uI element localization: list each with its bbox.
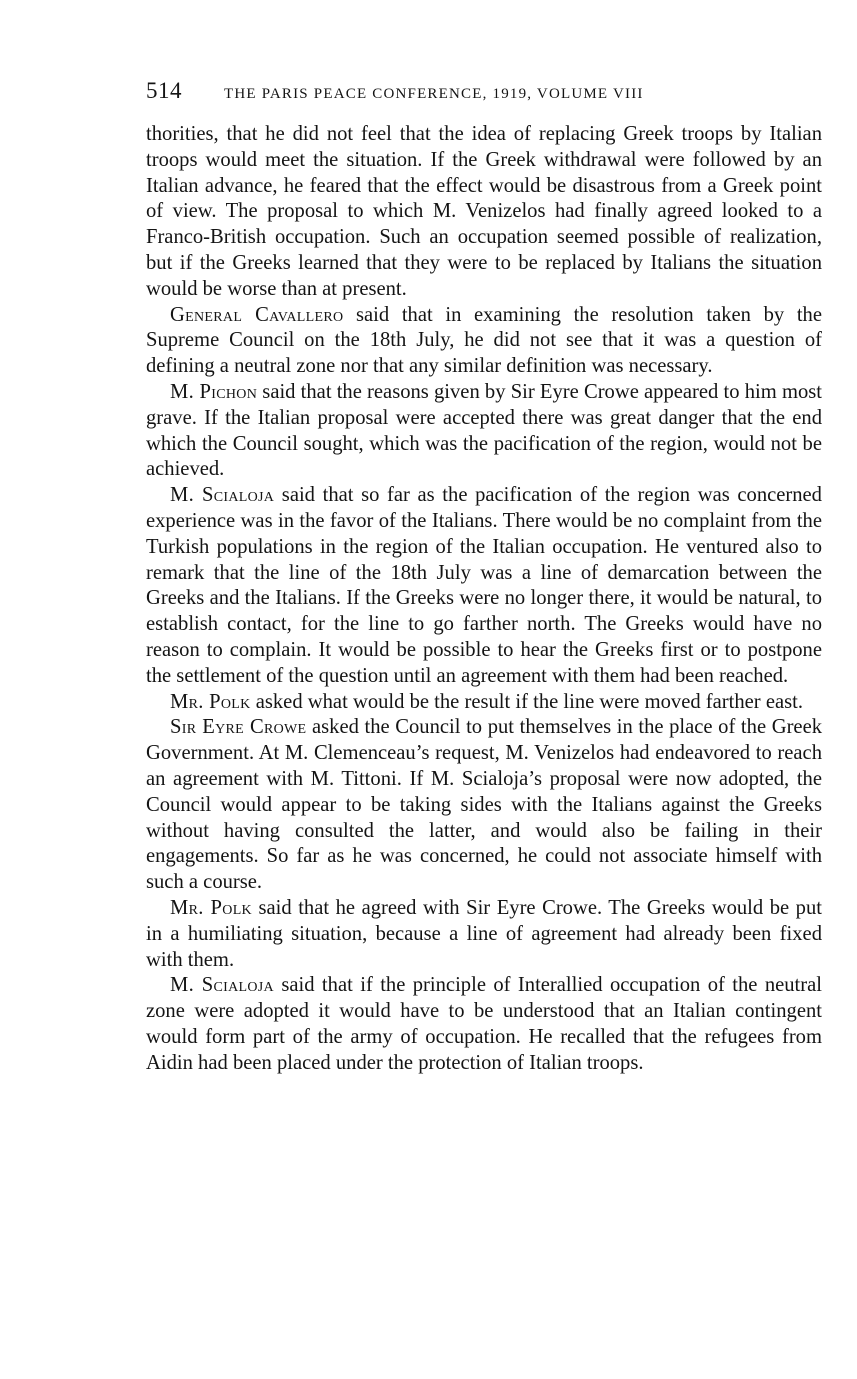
paragraph-pichon bbox=[146, 380, 822, 483]
speaker-name: General Cavallero bbox=[170, 303, 344, 326]
paragraph-scialoja-1 bbox=[146, 483, 822, 689]
speaker-name: Mr. Polk bbox=[170, 896, 252, 919]
paragraph-continuation bbox=[146, 122, 822, 303]
paragraph-cavallero bbox=[146, 303, 822, 380]
paragraph-crowe bbox=[146, 715, 822, 896]
paragraph-scialoja-2 bbox=[146, 973, 822, 1076]
running-title: THE PARIS PEACE CONFERENCE, 1919, VOLUME VIII bbox=[224, 86, 644, 102]
running-header bbox=[146, 78, 822, 108]
page-number: 514 bbox=[146, 78, 182, 103]
paragraph-text: said that the reasons given by Sir Eyre Crowe appeared to him most grave. If the Italian proposal were accepted there was great danger that the end which the Council sought, which was the pacification of the region, would not be achieved. bbox=[146, 380, 822, 481]
speaker-name: M. Pichon bbox=[170, 380, 258, 403]
paragraph-text: said that so far as the pacification of the region was concerned experience was in the favor of the Italians. There would be no complaint from the Turkish populations in the region of the Italian occupation. He ventured also to remark that the line of the 18th July was a line of demarcation between the Greeks and the Italians. If the Greeks were no longer there, it would be natural, to establish contact, for the line to go farther north. The Greeks would have no reason to complain. It would be possible to hear the Greeks first or to postpone the settlement of the question until an agreement with them had been reached. bbox=[146, 484, 822, 687]
document-body bbox=[146, 122, 822, 1076]
document-page bbox=[146, 78, 822, 1076]
speaker-name: M. Scialoja bbox=[170, 484, 275, 507]
paragraph-text: said that he agreed with Sir Eyre Crowe. The Greeks would be put in a humiliating situation, because a line of agreement had already been fixed with them. bbox=[146, 896, 823, 971]
paragraph-text: said that if the principle of Interallied occupation of the neutral zone were adopted it would have to be understood that an Italian contingent would form part of the army of occupation. He recalled that the refugees from Aidin had been placed under the protection of Italian troops. bbox=[146, 974, 822, 1074]
paragraph-text: asked the Council to put themselves in the place of the Greek Government. At M. Clemenceau’s request, M. Venizelos had endeavored to reach an agreement with M. Tittoni. If M. Scialoja’s proposal were now adopted, the Council would appear to be taking sides with the Italians against the Greeks without having consulted the latter, and would also be failing in their engagements. So far as he was concerned, he could not associate himself with such a course. bbox=[146, 716, 823, 894]
speaker-name: M. Scialoja bbox=[170, 974, 274, 997]
paragraph-text: thorities, that he did not feel that the idea of replacing Greek troops by Italian troops would meet the situation. If the Greek withdrawal were followed by an Italian advance, he feared that the effect would be disastrous from a Greek point of view. The proposal to which M. Venizelos had finally agreed looked to a Franco-British occupation. Such an occupation seemed possible of realization, but if the Greeks learned that they were to be replaced by Italians the situation would be worse than at present. bbox=[146, 123, 822, 300]
paragraph-polk-2 bbox=[146, 896, 822, 973]
speaker-name: Sir Eyre Crowe bbox=[170, 716, 307, 739]
paragraph-polk-1 bbox=[146, 690, 822, 716]
paragraph-text: asked what would be the result if the line were moved farther east. bbox=[250, 690, 803, 713]
speaker-name: Mr. Polk bbox=[170, 690, 251, 713]
paragraph-text: said that in examining the resolution taken by the Supreme Council on the 18th July, he did not see that it was a question of defining a neutral zone nor that any similar definition was necessary. bbox=[146, 303, 822, 378]
